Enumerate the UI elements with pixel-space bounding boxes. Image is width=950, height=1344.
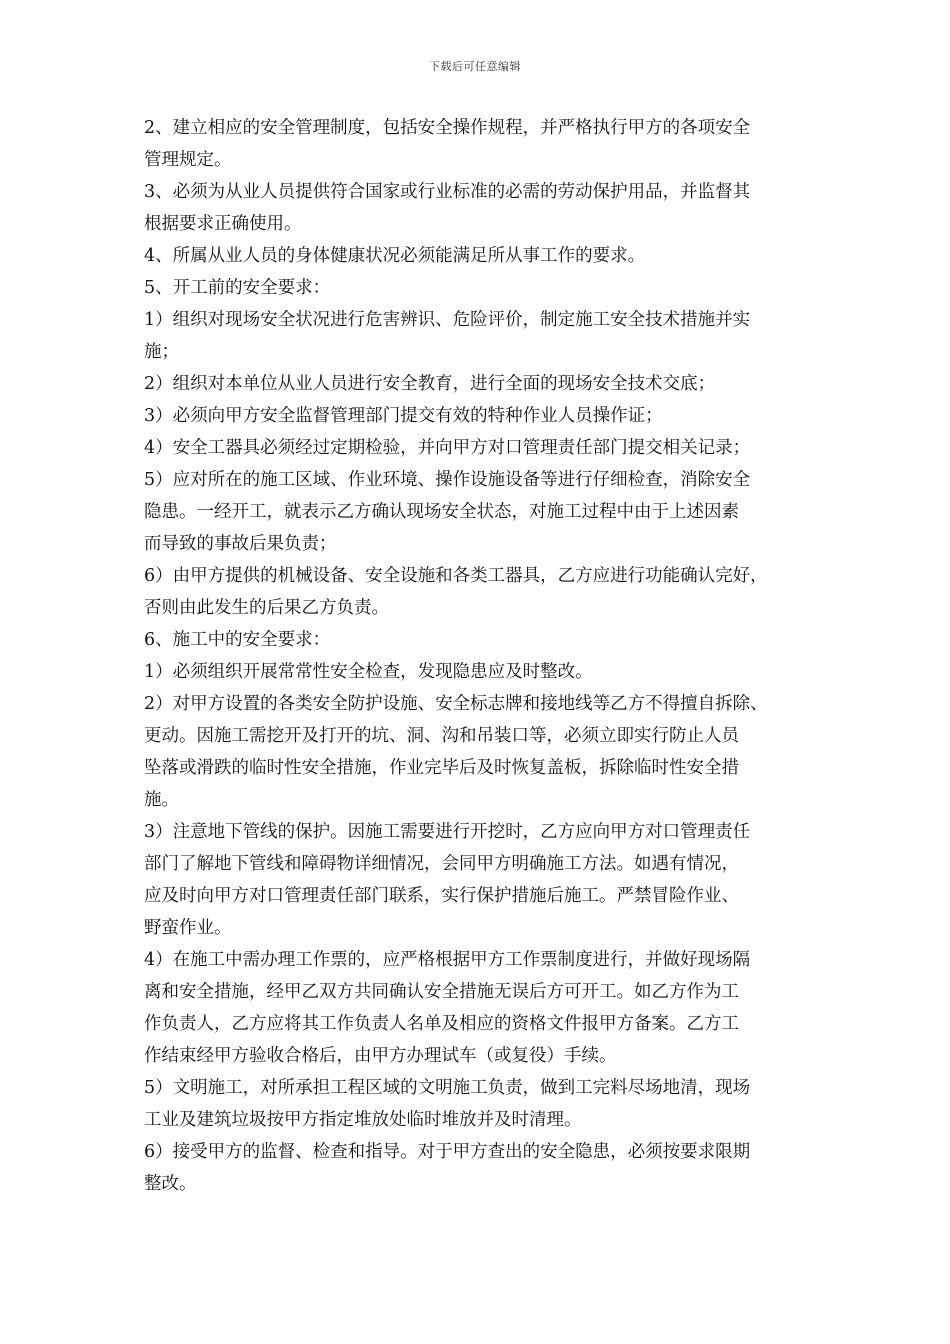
- paragraph: 4）安全工器具必须经过定期检验，并向甲方对口管理责任部门提交相关记录；: [144, 438, 751, 458]
- section-heading: 6、施工中的安全要求：: [144, 630, 331, 650]
- paragraph: 1）组织对现场安全状况进行危害辨识、危险评价，制定施工安全技术措施并实 施；: [144, 310, 751, 362]
- document-body: [144, 112, 812, 1200]
- paragraph: 1）必须组织开展常常性安全检查，发现隐患应及时整改。: [144, 662, 593, 682]
- paragraph: 5）文明施工，对所承担工程区域的文明施工负责，做到工完料尽场地清，现场 工业及建筑垃圾按甲方指定堆放处临时堆放并及时清理。: [144, 1078, 751, 1130]
- paragraph: 3、必须为从业人员提供符合国家或行业标准的必需的劳动保护用品，并监督其 根据要求正确使用。: [144, 182, 751, 234]
- paragraph: 2、建立相应的安全管理制度，包括安全操作规程，并严格执行甲方的各项安全 管理规定。: [144, 118, 751, 170]
- paragraph: 2）组织对本单位从业人员进行安全教育，进行全面的现场安全技术交底；: [144, 374, 716, 394]
- paragraph: 5）应对所在的施工区域、作业环境、操作设施设备等进行仔细检查，消除安全 隐患。一经开工，就表示乙方确认现场安全状态，对施工过程中由于上述因素 而导致的事故后果负责；: [144, 470, 751, 554]
- paragraph: 6）接受甲方的监督、检查和指导。对于甲方查出的安全隐患，必须按要求限期 整改。: [144, 1142, 751, 1194]
- page-header: 下载后可任意编辑: [429, 60, 521, 73]
- paragraph: 3）注意地下管线的保护。因施工需要进行开挖时，乙方应向甲方对口管理责任 部门了解地下管线和障碍物详细情况，会同甲方明确施工方法。如遇有情况， 应及时向甲方对口管理责任部门联系，实行保护措施后施工。严禁冒险作业、 野蛮作业。: [144, 822, 751, 938]
- paragraph: 6）由甲方提供的机械设备、安全设施和各类工器具，乙方应进行功能确认完好， 否则由此发生的后果乙方负责。: [144, 566, 768, 618]
- section-heading: 5、开工前的安全要求：: [144, 278, 331, 298]
- paragraph: 4、所属从业人员的身体健康状况必须能满足所从事工作的要求。: [144, 246, 646, 266]
- paragraph: 3）必须向甲方安全监督管理部门提交有效的特种作业人员操作证；: [144, 406, 663, 426]
- paragraph: 4）在施工中需办理工作票的，应严格根据甲方工作票制度进行，并做好现场隔 离和安全措施，经甲乙双方共同确认安全措施无误后方可开工。如乙方作为工 作负责人，乙方应将其工作负责人名单及相应的资格文件报甲方备案。乙方工 作结束经甲方验收合格后，由甲方办理试车（或复役）手续。: [144, 950, 751, 1066]
- paragraph: 2）对甲方设置的各类安全防护设施、安全标志牌和接地线等乙方不得擅自拆除、 更动。因施工需挖开及打开的坑、洞、沟和吊装口等，必须立即实行防止人员 坠落或滑跌的临时性安全措施，作业完毕后及时恢复盖板，拆除临时性安全措 施。: [144, 694, 768, 810]
